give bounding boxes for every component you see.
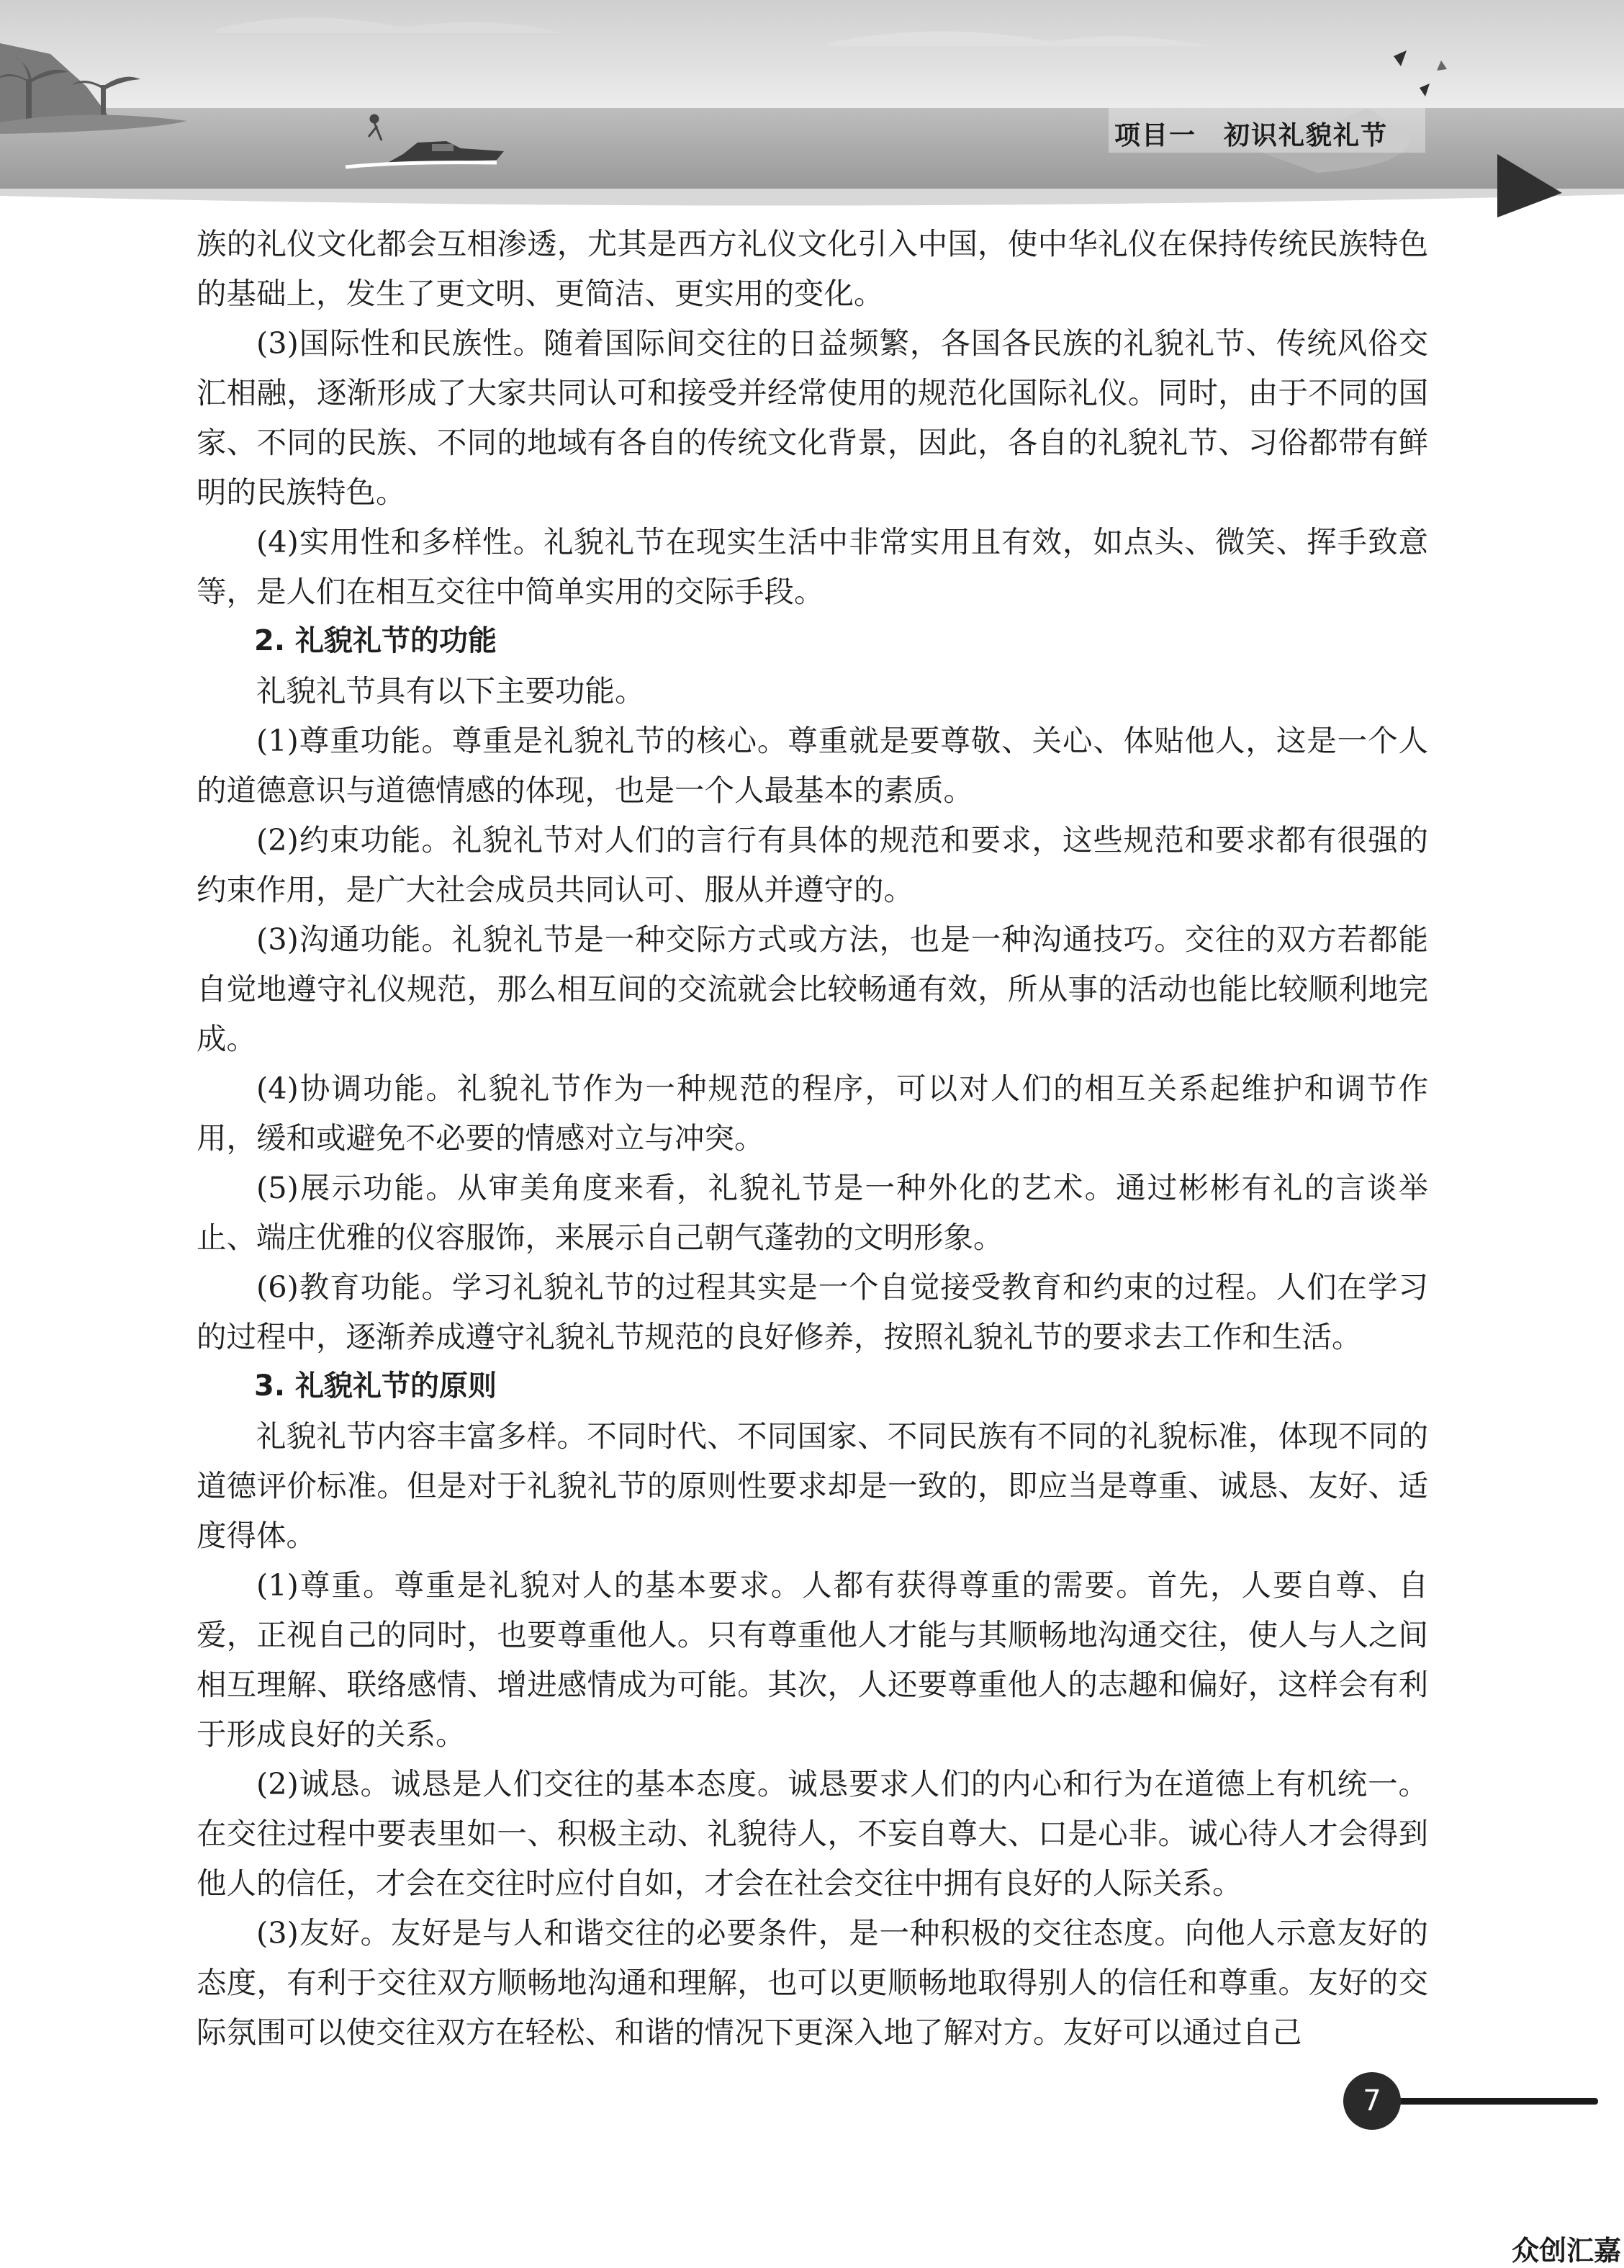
header-banner xyxy=(0,0,1624,223)
paragraph: (3)友好。友好是与人和谐交往的必要条件，是一种积极的交往态度。向他人示意友好的态度，有利于交往双方顺畅地沟通和理解，也可以更顺畅地取得别人的信任和尊重。友好的交际氛围可以使交往双方在轻松、和谐的情况下更深入地了解对方。友好可以通过自己 xyxy=(197,1915,1428,2050)
paragraph: (5)展示功能。从审美角度来看，礼貌礼节是一种外化的艺术。通过彬彬有礼的言谈举止、端庄优雅的仪容服饰，来展示自己朝气蓬勃的文明形象。 xyxy=(197,1170,1428,1255)
section-heading: 2. 礼貌礼节的功能 xyxy=(254,624,497,657)
paragraph: 族的礼仪文化都会互相渗透，尤其是西方礼仪文化引入中国，使中华礼仪在保持传统民族特色的基础上，发生了更文明、更简洁、更实用的变化。 xyxy=(197,226,1428,311)
paragraph: 礼貌礼节内容丰富多样。不同时代、不同国家、不同民族有不同的礼貌标准，体现不同的道德评价标准。但是对于礼貌礼节的原则性要求却是一致的，即应当是尊重、诚恳、友好、适度得体。 xyxy=(197,1418,1428,1553)
paragraph: (4)实用性和多样性。礼貌礼节在现实生活中非常实用且有效，如点头、微笑、挥手致意等，是人们在相互交往中简单实用的交际手段。 xyxy=(197,524,1428,609)
chapter-title: 项目一 初识礼貌礼节 xyxy=(1114,121,1389,150)
page-number: 7 xyxy=(1343,2072,1401,2130)
paragraph: (6)教育功能。学习礼貌礼节的过程其实是一个自觉接受教育和约束的过程。人们在学习的过程中，逐渐养成遵守礼貌礼节规范的良好修养，按照礼貌礼节的要求去工作和生活。 xyxy=(197,1269,1428,1354)
paragraph: (3)沟通功能。礼貌礼节是一种交际方式或方法，也是一种沟通技巧。交往的双方若都能自觉地遵守礼仪规范，那么相互间的交流就会比较畅通有效，所从事的活动也能比较顺利地完成。 xyxy=(197,922,1428,1056)
paragraph: (4)协调功能。礼貌礼节作为一种规范的程序，可以对人们的相互关系起维护和调节作用，缓和或避免不必要的情感对立与冲突。 xyxy=(197,1071,1428,1156)
page-body xyxy=(197,219,1428,2057)
paragraph: (1)尊重功能。尊重是礼貌礼节的核心。尊重就是要尊敬、关心、体贴他人，这是一个人的道德意识与道德情感的体现，也是一个人最基本的素质。 xyxy=(197,723,1428,808)
paragraph: (2)诚恳。诚恳是人们交往的基本态度。诚恳要求人们的内心和行为在道德上有机统一。在交往过程中要表里如一、积极主动、礼貌待人，不妄自尊大、口是心非。诚心待人才会得到他人的信任，才会在交往时应付自如，才会在社会交往中拥有良好的人际关系。 xyxy=(197,1766,1428,1901)
beach-scene-illustration xyxy=(0,0,1624,223)
paragraph: 礼貌礼节具有以下主要功能。 xyxy=(256,673,645,708)
paragraph: (3)国际性和民族性。随着国际间交往的日益频繁，各国各民族的礼貌礼节、传统风俗交汇相融，逐渐形成了大家共同认可和接受并经常使用的规范化国际礼仪。同时，由于不同的国家、不同的民族、不同的地域有各自的传统文化背景，因此，各自的礼貌礼节、习俗都带有鲜明的民族特色。 xyxy=(197,325,1428,510)
paragraph: (2)约束功能。礼貌礼节对人们的言行有具体的规范和要求，这些规范和要求都有很强的约束作用，是广大社会成员共同认可、服从并遵守的。 xyxy=(197,822,1428,907)
footer-rule xyxy=(1393,2098,1598,2105)
watermark: 众创汇嘉 xyxy=(1512,2235,1622,2267)
paragraph: (1)尊重。尊重是礼貌对人的基本要求。人都有获得尊重的需要。首先，人要自尊、自爱，正视自己的同时，也要尊重他人。只有尊重他人才能与其顺畅地沟通交往，使人与人之间相互理解、联络感情、增进感情成为可能。其次，人还要尊重他人的志趣和偏好，这样会有利于形成良好的关系。 xyxy=(197,1567,1428,1752)
section-heading: 3. 礼貌礼节的原则 xyxy=(254,1369,497,1403)
